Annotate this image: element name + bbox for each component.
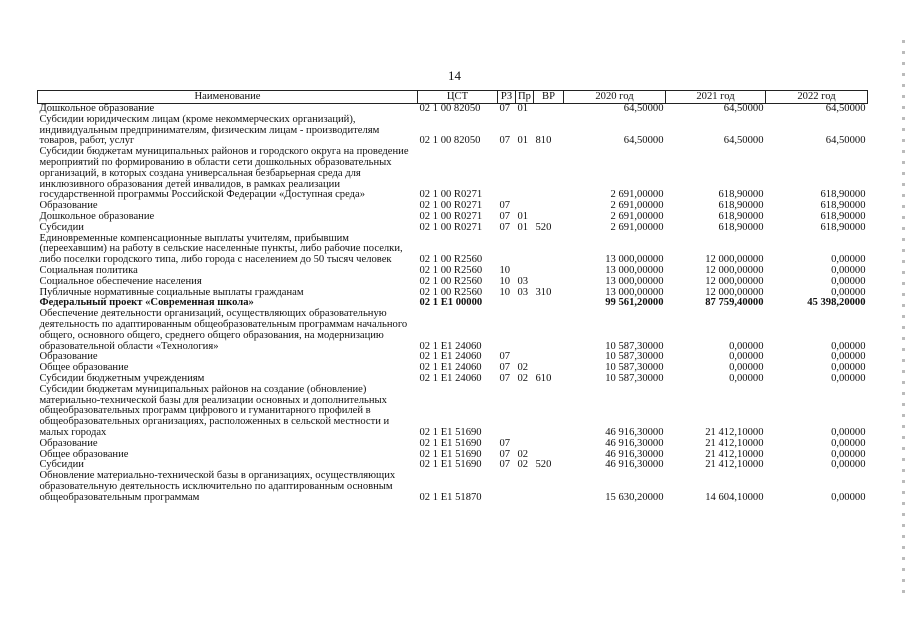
cell-pr: 01 <box>517 210 529 222</box>
cell-pr: 02 <box>517 459 529 471</box>
cell-amount-2020: 46 916,30000 <box>605 459 664 471</box>
cell-amount-2020: 2 691,00000 <box>610 210 664 222</box>
cell-name: Образование <box>39 200 98 212</box>
cell-amount-2022: 0,00000 <box>831 448 866 460</box>
cell-amount-2022: 64,50000 <box>825 135 866 147</box>
cell-name: Образование <box>39 351 98 363</box>
column-header-vr: ВР <box>534 91 564 104</box>
cell-amount-2022: 0,00000 <box>831 351 866 363</box>
cell-amount-2021: 618,90000 <box>718 221 764 233</box>
cell-name: Субсидии бюджетам муниципальных районов и городского округа на проведение мероприятий по формированию в области сети дошкольных образовательных организаций, в которых создана универсальная безбарьерная среда для инклюзивного образования детей инвалидов, в рамках реализации государственной программы Российской Федерации «Доступная среда» <box>39 146 409 201</box>
table-row <box>38 309 868 352</box>
cell-cst: 02 1 00 R0271 <box>419 189 483 201</box>
cell-amount-2020: 10 587,30000 <box>605 351 664 363</box>
table-row <box>38 234 868 266</box>
cell-pr: 03 <box>517 286 529 298</box>
cell-rz <box>498 385 516 439</box>
cell-amount-2021: 12 000,00000 <box>705 254 764 266</box>
cell-cst: 02 1 E1 24060 <box>419 340 482 352</box>
cell-pr <box>516 309 534 352</box>
cell-amount-2022: 618,90000 <box>820 200 866 212</box>
cell-name: Дошкольное образование <box>39 210 155 222</box>
cell-amount-2021: 21 412,10000 <box>705 459 764 471</box>
cell-rz: 07 <box>499 221 511 233</box>
cell-amount-2020: 64,50000 <box>623 135 664 147</box>
cell-amount-2020: 13 000,00000 <box>605 254 664 266</box>
cell-rz <box>498 234 516 266</box>
cell-amount-2022: 0,00000 <box>831 372 866 384</box>
cell-rz <box>498 147 516 201</box>
cell-name: Субсидии юридическим лицам (кроме некоммерческих организаций), индивидуальным предпринимателям, физическим лицам - производителям товаров, работ, услуг <box>39 113 380 147</box>
cell-amount-2022: 618,90000 <box>820 210 866 222</box>
cell-amount-2022: 0,00000 <box>831 340 866 352</box>
cell-amount-2021: 0,00000 <box>729 372 764 384</box>
cell-amount-2022: 0,00000 <box>831 459 866 471</box>
cell-name: Общее образование <box>39 448 129 460</box>
cell-amount-2022: 0,00000 <box>831 264 866 276</box>
cell-pr: 01 <box>517 221 529 233</box>
cell-vr: 810 <box>535 135 552 147</box>
cell-vr: 310 <box>535 286 552 298</box>
cell-cst: 02 1 E1 24060 <box>419 362 482 374</box>
cell-cst: 02 1 E1 51690 <box>419 426 482 438</box>
cell-name: Дошкольное образование <box>39 103 155 114</box>
column-header-name: Наименование <box>38 91 418 104</box>
cell-rz: 07 <box>499 459 511 471</box>
cell-cst: 02 1 E1 51870 <box>419 491 482 503</box>
cell-vr: 520 <box>535 459 552 471</box>
table-row <box>38 223 868 234</box>
cell-pr <box>516 298 534 309</box>
cell-amount-2020: 99 561,20000 <box>605 297 664 309</box>
column-header-cst: ЦСТ <box>418 91 498 104</box>
cell-pr <box>516 385 534 439</box>
cell-amount-2022: 0,00000 <box>831 437 866 449</box>
cell-pr <box>516 147 534 201</box>
cell-amount-2021: 618,90000 <box>718 200 764 212</box>
cell-rz: 10 <box>499 264 511 276</box>
table-row <box>38 277 868 288</box>
cell-rz: 07 <box>499 135 511 147</box>
cell-pr <box>516 234 534 266</box>
table-row <box>38 115 868 147</box>
cell-vr <box>534 298 564 309</box>
cell-pr: 03 <box>517 275 529 287</box>
cell-vr <box>534 439 564 450</box>
cell-name: Обеспечение деятельности организаций, осуществляющих образовательную деятельность по адаптированным общеобразовательным программам начального общего, основного общего, среднего общего образования, на модернизацию образовательной области «Технология» <box>39 308 408 352</box>
cell-name: Обновление материально-технической базы в организациях, осуществляющих образовательную деятельность исключительно по адаптированным основным общеобразовательным программам <box>39 470 396 503</box>
cell-amount-2022: 0,00000 <box>831 362 866 374</box>
cell-cst: 02 1 E1 24060 <box>419 372 482 384</box>
cell-amount-2020: 2 691,00000 <box>610 221 664 233</box>
cell-amount-2021: 618,90000 <box>718 189 764 201</box>
cell-amount-2022: 64,50000 <box>825 103 866 114</box>
cell-cst: 02 1 E1 24060 <box>419 351 482 363</box>
cell-amount-2022: 0,00000 <box>831 491 866 503</box>
cell-cst: 02 1 00 R0271 <box>419 200 483 212</box>
table-header-row <box>38 91 868 104</box>
cell-amount-2021: 21 412,10000 <box>705 437 764 449</box>
cell-rz: 10 <box>499 286 511 298</box>
cell-rz: 10 <box>499 275 511 287</box>
cell-amount-2021: 0,00000 <box>729 340 764 352</box>
table-row <box>38 147 868 201</box>
cell-vr: 610 <box>535 372 552 384</box>
cell-cst: 02 1 00 R2560 <box>419 254 483 266</box>
column-header-2021: 2021 год <box>666 91 766 104</box>
cell-name: Субсидии <box>39 459 84 471</box>
cell-name: Общее образование <box>39 362 129 374</box>
cell-cst: 02 1 E1 00000 <box>419 297 483 309</box>
cell-name: Публичные нормативные социальные выплаты гражданам <box>39 286 304 298</box>
cell-amount-2021: 12 000,00000 <box>705 275 764 287</box>
cell-amount-2022: 0,00000 <box>831 426 866 438</box>
cell-rz <box>498 298 516 309</box>
cell-amount-2020: 13 000,00000 <box>605 286 664 298</box>
table-row <box>38 439 868 450</box>
cell-rz: 07 <box>499 210 511 222</box>
cell-amount-2020: 15 630,20000 <box>605 491 664 503</box>
cell-amount-2020: 13 000,00000 <box>605 264 664 276</box>
cell-amount-2020: 10 587,30000 <box>605 340 664 352</box>
cell-vr <box>534 201 564 212</box>
cell-amount-2020: 46 916,30000 <box>605 426 664 438</box>
cell-amount-2022: 0,00000 <box>831 275 866 287</box>
cell-amount-2021: 0,00000 <box>729 351 764 363</box>
cell-amount-2021: 12 000,00000 <box>705 264 764 276</box>
cell-vr: 520 <box>535 221 552 233</box>
page-number: 14 <box>448 68 461 83</box>
cell-cst: 02 1 00 R2560 <box>419 286 483 298</box>
cell-rz: 07 <box>499 351 511 363</box>
cell-amount-2021: 618,90000 <box>718 210 764 222</box>
cell-pr: 02 <box>517 362 529 374</box>
cell-amount-2021: 12 000,00000 <box>705 286 764 298</box>
cell-cst: 02 1 00 82050 <box>419 135 481 147</box>
cell-vr <box>534 471 564 503</box>
cell-amount-2020: 2 691,00000 <box>610 200 664 212</box>
cell-amount-2022: 45 398,20000 <box>807 297 866 309</box>
cell-amount-2020: 13 000,00000 <box>605 275 664 287</box>
cell-amount-2020: 10 587,30000 <box>605 362 664 374</box>
cell-vr <box>534 104 564 115</box>
column-header-2020: 2020 год <box>564 91 666 104</box>
cell-vr <box>534 309 564 352</box>
column-header-pr: Пр <box>516 91 534 104</box>
cell-pr: 02 <box>517 372 529 384</box>
cell-name: Субсидии <box>39 221 84 233</box>
cell-rz <box>498 471 516 503</box>
cell-vr <box>534 385 564 439</box>
column-header-2022: 2022 год <box>766 91 868 104</box>
cell-rz <box>498 309 516 352</box>
cell-amount-2020: 10 587,30000 <box>605 372 664 384</box>
cell-vr <box>534 234 564 266</box>
cell-cst: 02 1 00 R0271 <box>419 221 483 233</box>
cell-vr <box>534 352 564 363</box>
table-row <box>38 471 868 503</box>
cell-name: Субсидии бюджетам муниципальных районов на создание (обновление) материально-технической базы для реализации основных и дополнительных общеобразовательных программ цифрового и гуманитарного профилей в общеобразовательных организациях, расположенных в сельской местности и малых городах <box>39 383 390 438</box>
cell-amount-2022: 0,00000 <box>831 254 866 266</box>
cell-name: Единовременные компенсационные выплаты учителям, прибывшим (переехавшим) на работу в сельские населенные пункты, либо рабочие поселки, либо поселки городского типа, либо города с населением до 50 тысяч человек <box>39 232 403 266</box>
cell-pr <box>516 471 534 503</box>
cell-amount-2021: 14 604,10000 <box>705 491 764 503</box>
cell-pr: 02 <box>517 448 529 460</box>
cell-cst: 02 1 00 R2560 <box>419 264 483 276</box>
cell-amount-2022: 618,90000 <box>820 189 866 201</box>
cell-cst: 02 1 00 R2560 <box>419 275 483 287</box>
budget-table <box>37 90 868 503</box>
cell-amount-2021: 21 412,10000 <box>705 426 764 438</box>
cell-name: Социальное обеспечение населения <box>39 275 202 287</box>
cell-name: Субсидии бюджетным учреждениям <box>39 372 205 384</box>
cell-rz: 07 <box>499 372 511 384</box>
cell-amount-2021: 64,50000 <box>723 135 764 147</box>
cell-rz: 07 <box>499 437 511 449</box>
cell-cst: 02 1 E1 51690 <box>419 448 482 460</box>
cell-amount-2021: 87 759,40000 <box>705 297 764 309</box>
cell-amount-2020: 46 916,30000 <box>605 448 664 460</box>
cell-pr <box>516 439 534 450</box>
cell-cst: 02 1 00 82050 <box>419 103 481 114</box>
cell-rz: 07 <box>499 103 511 114</box>
cell-name: Социальная политика <box>39 264 138 276</box>
cell-cst: 02 1 00 R0271 <box>419 210 483 222</box>
cell-rz: 07 <box>499 362 511 374</box>
table-body <box>38 104 868 504</box>
cell-name: Федеральный проект «Современная школа» <box>39 297 254 309</box>
cell-amount-2021: 21 412,10000 <box>705 448 764 460</box>
cell-amount-2021: 64,50000 <box>723 103 764 114</box>
cell-amount-2020: 2 691,00000 <box>610 189 664 201</box>
cell-amount-2022: 618,90000 <box>820 221 866 233</box>
cell-amount-2022: 0,00000 <box>831 286 866 298</box>
cell-cst: 02 1 E1 51690 <box>419 437 482 449</box>
cell-pr: 01 <box>517 103 529 114</box>
table-row <box>38 385 868 439</box>
column-header-rz: РЗ <box>498 91 516 104</box>
cell-amount-2020: 64,50000 <box>623 103 664 114</box>
cell-name: Образование <box>39 437 98 449</box>
cell-vr <box>534 147 564 201</box>
cell-rz: 07 <box>499 448 511 460</box>
cell-cst: 02 1 E1 51690 <box>419 459 482 471</box>
cell-rz: 07 <box>499 200 511 212</box>
cell-amount-2021: 0,00000 <box>729 362 764 374</box>
cell-pr: 01 <box>517 135 529 147</box>
cell-vr <box>534 277 564 288</box>
cell-amount-2020: 46 916,30000 <box>605 437 664 449</box>
cell-vr <box>534 266 564 277</box>
